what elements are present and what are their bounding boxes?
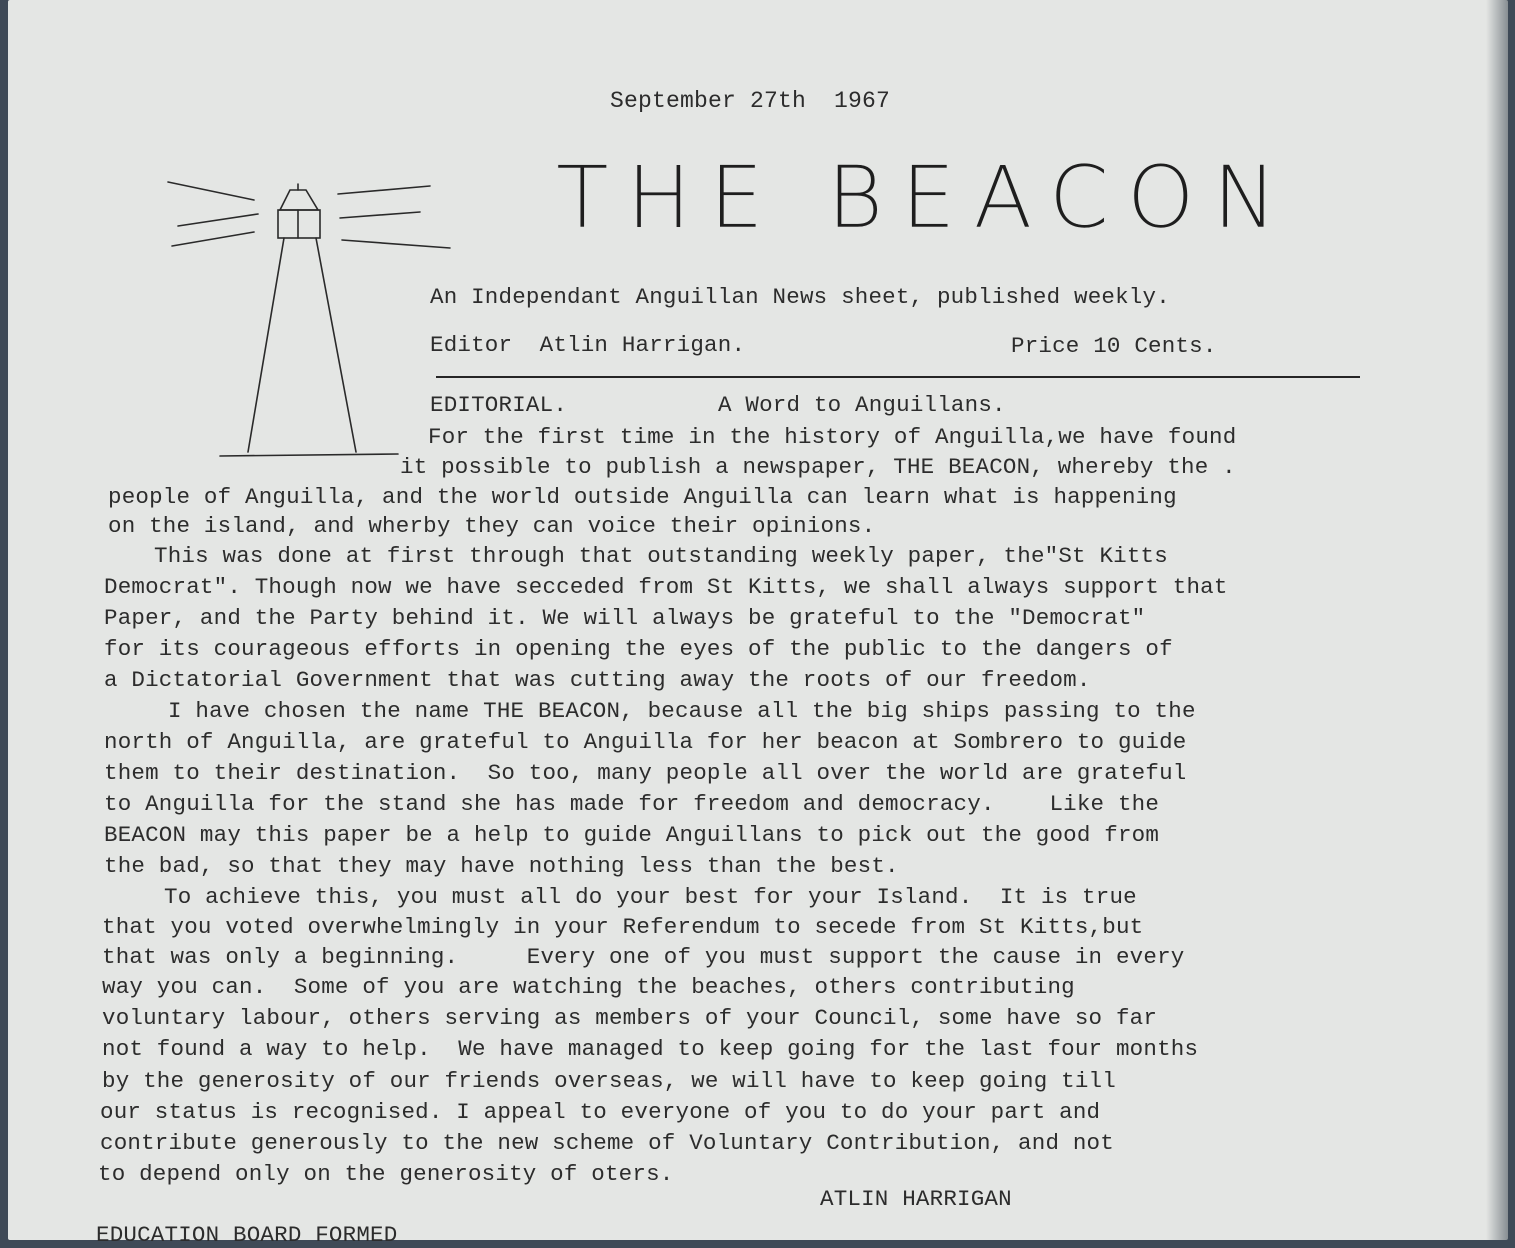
light-ray-line <box>168 182 254 200</box>
editorial-line: Paper, and the Party behind it. We will always be grateful to the "Democrat" <box>104 605 1146 631</box>
editorial-line: contribute generously to the new scheme of Voluntary Contribution, and not <box>100 1130 1114 1156</box>
header-rule <box>436 376 1360 378</box>
tower-base <box>220 454 398 456</box>
price: Price 10 Cents. <box>1011 333 1217 359</box>
editorial-line: Democrat". Though now we have secceded from St Kitts, we shall always support that <box>104 574 1228 600</box>
editorial-line: For the first time in the history of Anguilla,we have found <box>428 424 1237 450</box>
editorial-line: This was done at first through that outstanding weekly paper, the"St Kitts <box>154 543 1168 569</box>
editorial-title: A Word to Anguillans. <box>718 392 1006 418</box>
editorial-line: for its courageous efforts in opening the eyes of the public to the dangers of <box>104 636 1173 662</box>
lighthouse-drawing <box>158 170 468 470</box>
editorial-line: not found a way to help. We have managed to keep going for the last four months <box>102 1036 1199 1062</box>
editorial-line: I have chosen the name THE BEACON, because all the big ships passing to the <box>168 698 1196 724</box>
editor-line: Editor Atlin Harrigan. <box>430 332 746 358</box>
editorial-line: on the island, and wherby they can voice their opinions. <box>108 513 876 539</box>
editorial-line: voluntary labour, others serving as members of your Council, some have so far <box>102 1005 1158 1031</box>
editorial-line: a Dictatorial Government that was cutting away the roots of our freedom. <box>104 667 1091 693</box>
editorial-line: north of Anguilla, are grateful to Anguilla for her beacon at Sombrero to guide <box>104 729 1187 755</box>
editorial-line: To achieve this, you must all do your best for your Island. It is true <box>164 884 1137 910</box>
editorial-line: our status is recognised. I appeal to everyone of you to do your part and <box>100 1099 1101 1125</box>
light-ray-line <box>340 212 420 218</box>
light-ray-line <box>172 232 254 246</box>
lantern-room <box>278 210 320 238</box>
signature: ATLIN HARRIGAN <box>820 1186 1012 1212</box>
newspaper-sheet <box>8 0 1508 1248</box>
editorial-line: BEACON may this paper be a help to guide Anguillans to pick out the good from <box>104 822 1160 848</box>
editorial-line: to Anguilla for the stand she has made for freedom and democracy. Like the <box>104 791 1160 817</box>
editorial-line: that was only a beginning. Every one of you must support the cause in every <box>102 944 1185 970</box>
editorial-line: it possible to publish a newspaper, THE BEACON, whereby the . <box>400 454 1236 480</box>
tower-left <box>248 238 284 452</box>
subtitle: An Independant Anguillan News sheet, published weekly. <box>430 284 1170 310</box>
light-ray-line <box>178 214 258 226</box>
editorial-line: that you voted overwhelmingly in your Referendum to secede from St Kitts,but <box>102 914 1144 940</box>
editorial-line: the bad, so that they may have nothing less than the best. <box>104 853 899 879</box>
page-edge-shadow <box>1486 0 1508 1240</box>
editorial-line: them to their destination. So too, many people all over the world are grateful <box>104 760 1187 786</box>
editorial-line: people of Anguilla, and the world outside Anguilla can learn what is happening <box>108 484 1177 510</box>
editorial-line: to depend only on the generosity of oters. <box>98 1161 674 1187</box>
editorial-heading: EDITORIAL. <box>430 392 568 418</box>
lantern-roof <box>280 190 318 210</box>
editorial-line: way you can. Some of you are watching the beaches, others contributing <box>102 974 1075 1000</box>
light-ray-line <box>342 240 450 248</box>
tower-right <box>316 238 356 452</box>
next-article-heading: EDUCATION BOARD FORMED <box>96 1222 398 1248</box>
masthead-title: THE BEACON <box>556 148 1295 248</box>
editorial-line: by the generosity of our friends overseas, we will have to keep going till <box>102 1068 1116 1094</box>
issue-date: September 27th 1967 <box>610 88 891 114</box>
light-ray-line <box>338 186 430 194</box>
